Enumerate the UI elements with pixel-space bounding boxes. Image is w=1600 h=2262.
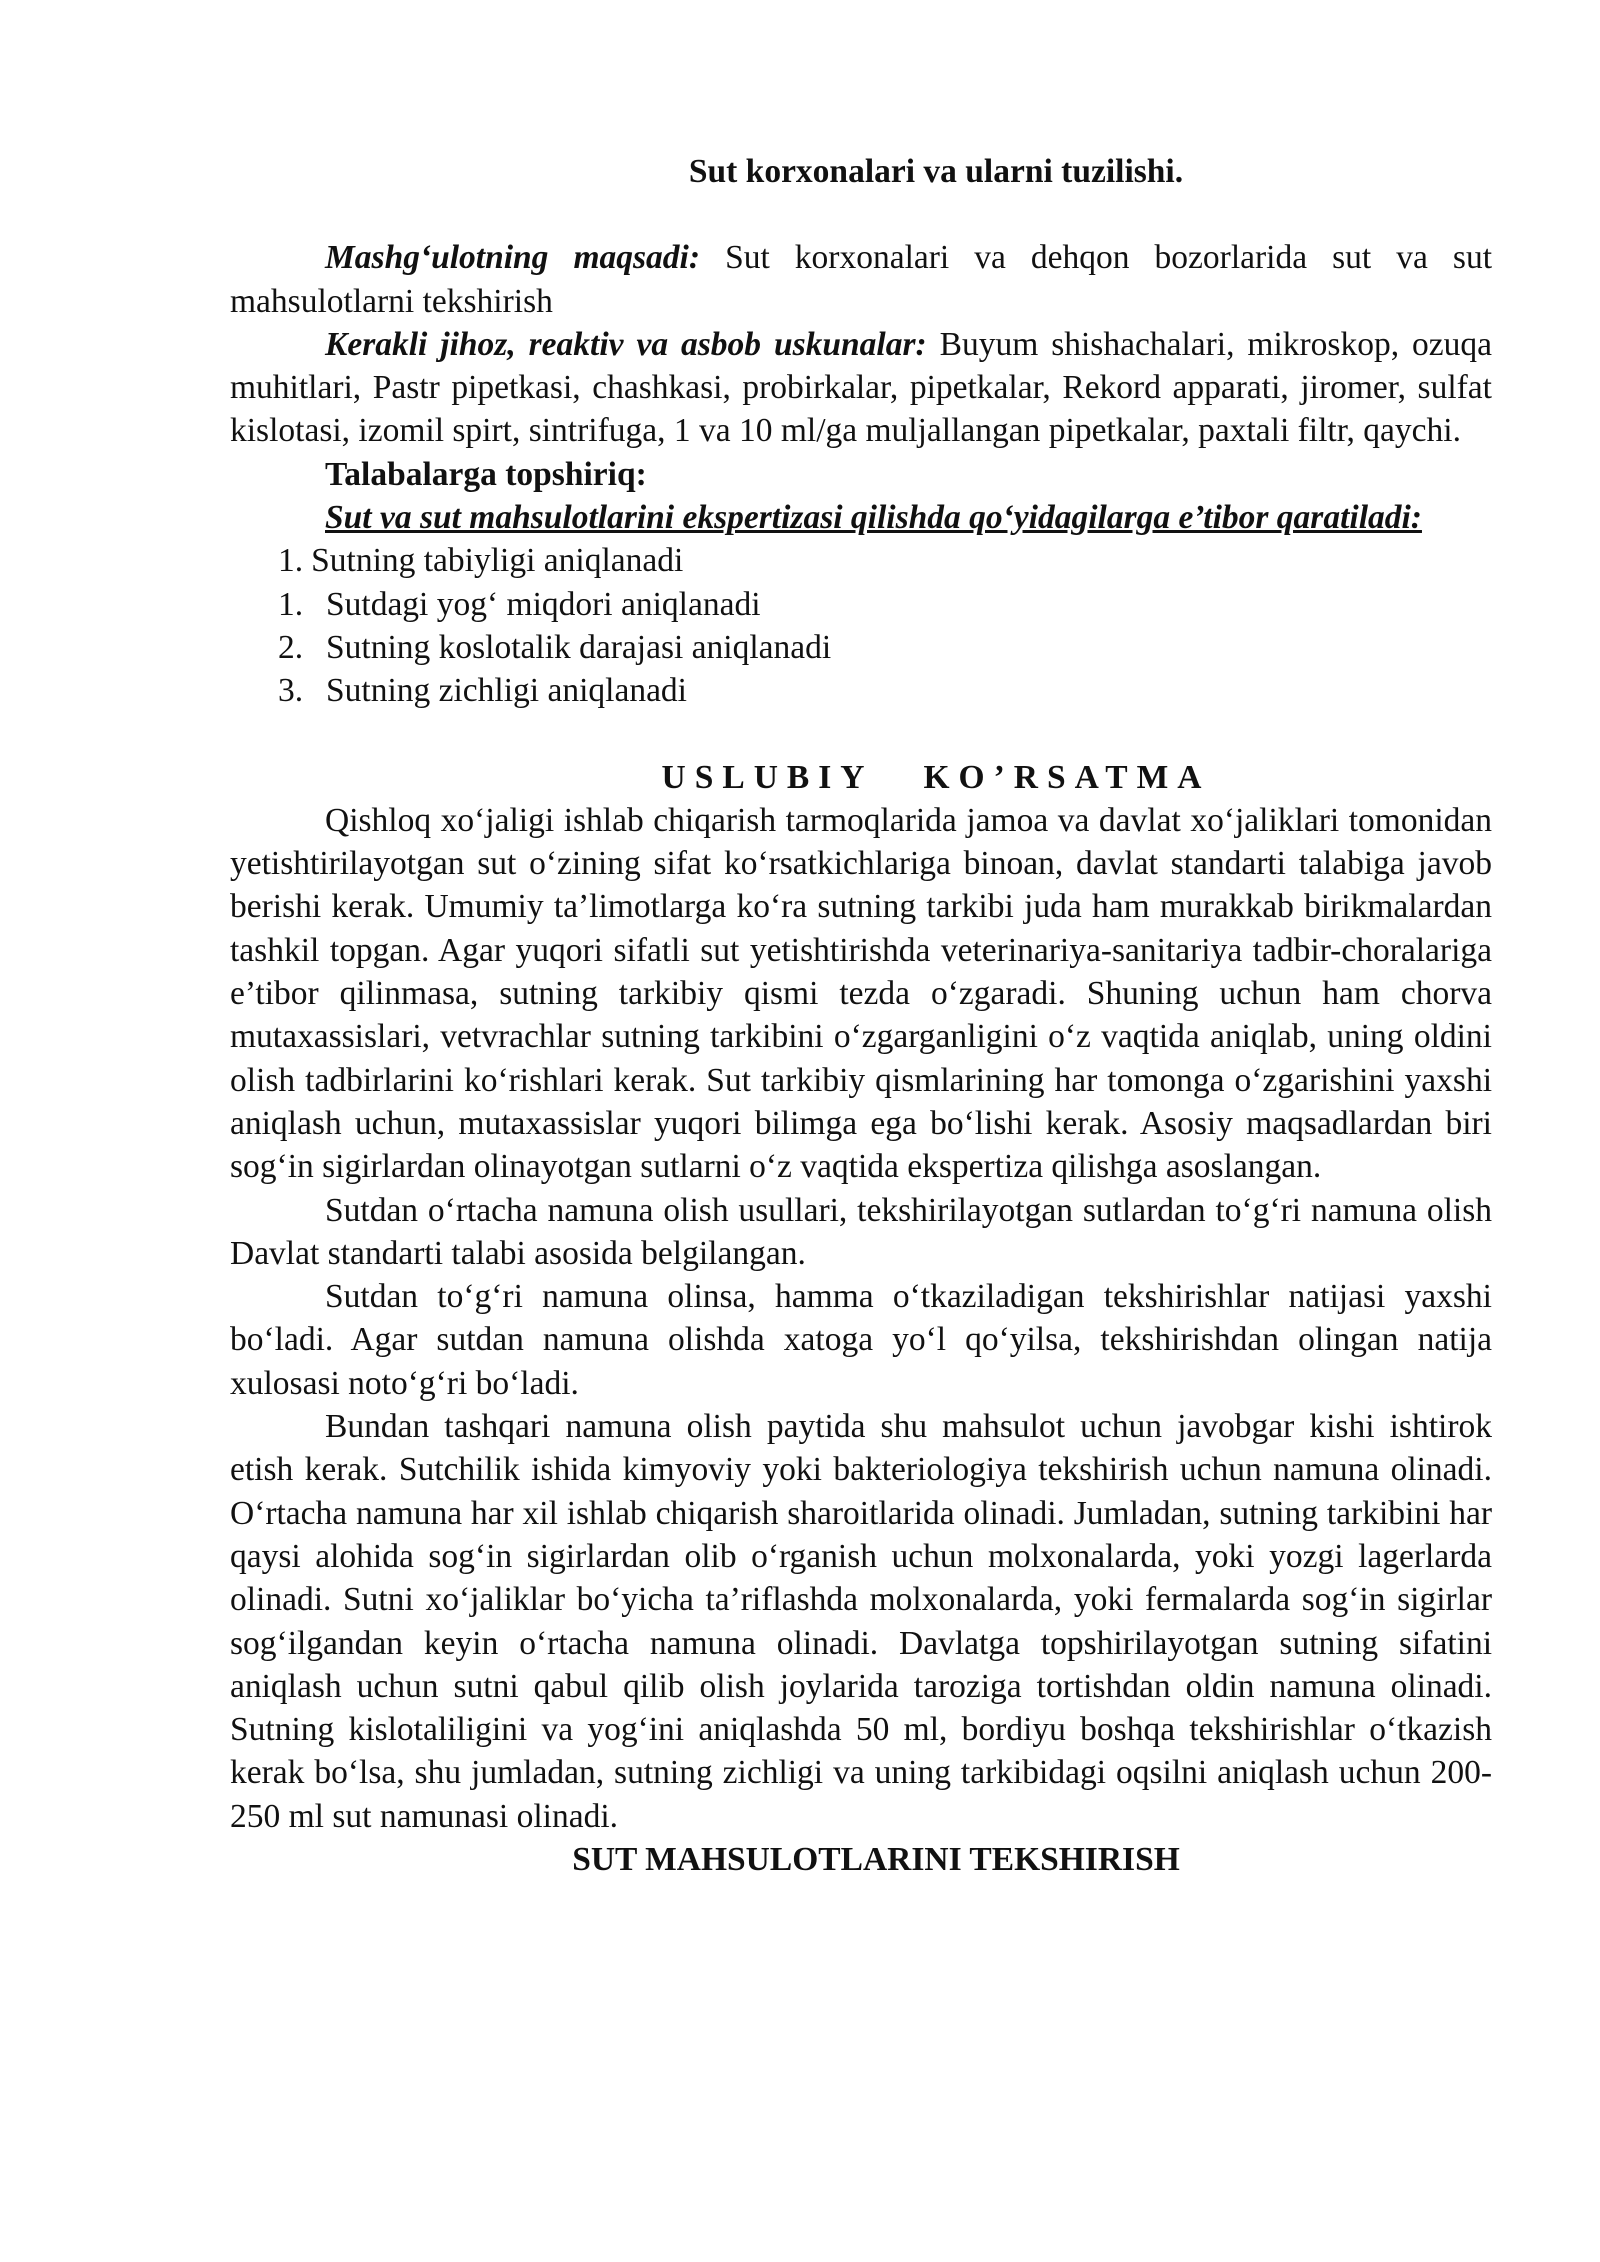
list-item-text: Sutning zichligi aniqlanadi bbox=[326, 672, 687, 710]
list-item-text: Sutning tabiyligi aniqlanadi bbox=[311, 542, 684, 580]
list-item bbox=[278, 583, 1492, 626]
list-item-number: 1. bbox=[278, 542, 304, 580]
guide-heading-word: KO’RSATMA bbox=[923, 758, 1211, 796]
body-paragraph: Bundan tashqari namuna olish paytida shu mahsulot uchun javobgar kishi ishtirok etish kerak. Sutchilik ishida kimyoviy yoki bakteriologiya tekshirish uchun namuna olinadi. O‘rtacha namuna har xil ishlab chiqarish sharoitlarida olinadi. Jumladan, sutning tarkibini har qaysi alohida sog‘in sigirlardan olib o‘rganish uchun molxonalarda, yoki yozgi lagerlarda olinadi. Sutni xo‘jaliklar bo‘yicha ta’riflashda molxonalarda, yoki fermalarda sog‘in sigirlar sog‘ilgandan keyin o‘rtacha namuna olinadi. Davlatga topshirilayotgan sutning sifatini aniqlash uchun sutni qabul qilib olish joylarida taroziga tortishdan oldin namuna olinadi. Sutning kislotaliligini va yog‘ini aniqlashda 50 ml, bordiyu boshqa tekshirishlar o‘tkazish kerak bo‘lsa, shu jumladan, sutning zichligi va uning tarkibidagi oqsilni aniqlash uchun 200-250 ml sut namunasi olinadi. bbox=[230, 1408, 1492, 1835]
goal-text: Sut korxonalari va dehqon bozorlarida sut va sut mahsulotlarni tekshirish bbox=[230, 239, 1493, 320]
body-paragraph: Qishloq xo‘jaligi ishlab chiqarish tarmoqlarida jamoa va davlat xo‘jaliklari tomonidan yetishtirilayotgan sut o‘zining sifat ko‘rsatkichlariga binoan, davlat standarti talabiga javob berishi kerak. Umumiy ta’limotlarga ko‘ra sutning tarkibi juda ham murakkab birikmalardan tashkil topgan. Agar yuqori sifatli sut yetishtirishda veterinariya-sanitariya tadbir-choralariga e’tibor qilinmasa, sutning tarkibiy qismi tezda o‘zgaradi. Shuning uchun ham chorva mutaxassislari, vetvrachlar sutning tarkibini o‘zgarganligini o‘z vaqtida aniqlab, uning oldini olish tadbirlarini ko‘rishlari kerak. Sut tarkibiy qismlarining har tomonga o‘zgarishini yaxshi aniqlash uchun, mutaxassislar yuqori bilimga ega bo‘lishi kerak. Asosiy maqsadlardan biri sog‘in sigirlardan olinayotgan sutlarni o‘z vaqtida ekspertiza qilishga asoslangan. bbox=[230, 801, 1492, 1186]
guide-heading-word: USLUBIY bbox=[661, 758, 874, 796]
goal-label: Mashg‘ulotning maqsadi: bbox=[325, 239, 701, 277]
goal-paragraph bbox=[230, 236, 1492, 323]
equipment-text: Buyum shishachalari, mikroskop, ozuqa muhitlari, Pastr pipetkasi, chashkasi, probirkalar, pipetkalar, Rekord apparati, jiromer, sulfat kislotasi, izomil spirt, sintrifuga, 1 va 10 ml/ga muljallangan pipetkalar, paxtali filtr, qaychi. bbox=[230, 325, 1493, 450]
guide-heading bbox=[230, 756, 1492, 799]
section-heading: SUT MAHSULOTLARINI TEKSHIRISH bbox=[572, 1840, 1180, 1878]
document-page bbox=[230, 150, 1492, 1881]
list-item bbox=[278, 539, 1492, 582]
equipment-label: Kerakli jihoz, reaktiv va asbob uskunalar: bbox=[325, 325, 927, 363]
list-item-number: 3. bbox=[278, 672, 304, 710]
task-note: Sut va sut mahsulotlarini ekspertizasi qilishda qo‘yidagilarga e’tibor qaratiladi: bbox=[325, 499, 1422, 537]
list-item bbox=[278, 626, 1492, 669]
list-item-text: Sutdagi yog‘ miqdori aniqlanadi bbox=[326, 585, 761, 623]
list-item-text: Sutning koslotalik darajasi aniqlanadi bbox=[326, 628, 832, 666]
list-item-number: 1. bbox=[278, 585, 304, 623]
list-item-number: 2. bbox=[278, 628, 304, 666]
task-heading: Talabalarga topshiriq: bbox=[325, 455, 647, 493]
body-paragraph: Sutdan o‘rtacha namuna olish usullari, tekshirilayotgan sutlardan to‘g‘ri namuna olish Davlat standarti talabi asosida belgilangan. bbox=[230, 1191, 1492, 1272]
document-title: Sut korxonalari va ularni tuzilishi. bbox=[688, 153, 1184, 190]
equipment-paragraph bbox=[230, 323, 1492, 453]
list-item bbox=[278, 669, 1492, 712]
task-list bbox=[230, 539, 1492, 712]
body-paragraph: Sutdan to‘g‘ri namuna olinsa, hamma o‘tkaziladigan tekshirishlar natijasi yaxshi bo‘ladi. Agar sutdan namuna olishda xatoga yo‘l qo‘yilsa, tekshirishdan olingan natija xulosasi noto‘g‘ri bo‘ladi. bbox=[230, 1278, 1492, 1402]
